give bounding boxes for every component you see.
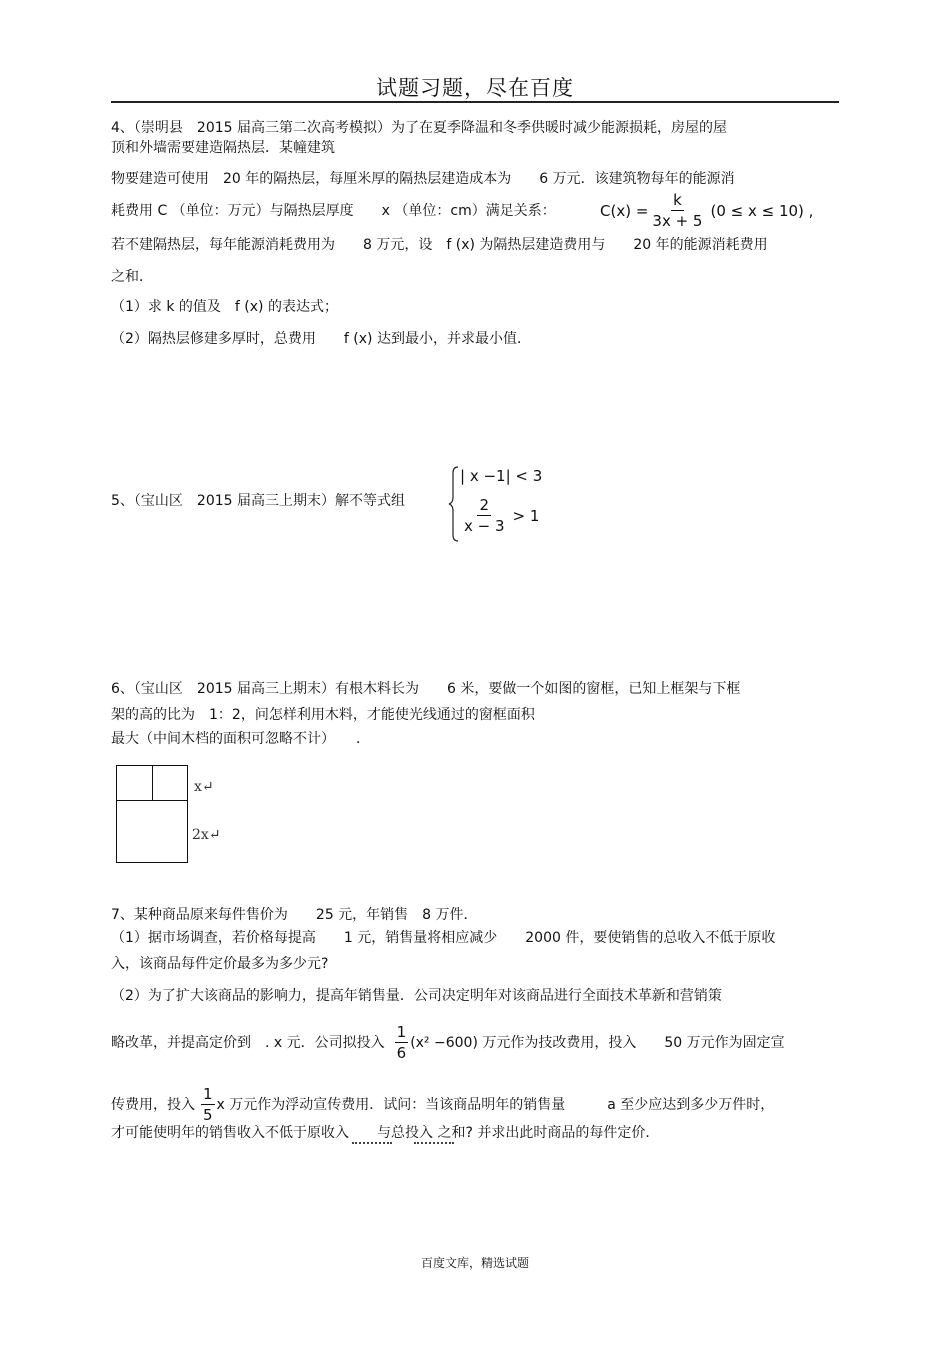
q6-line3: 最大（中间木档的面积可忽略不计） ． [111, 731, 370, 747]
page-title: 试题习题，尽在百度 [376, 76, 574, 100]
formula-domain: (0 ≤ x ≤ 10) , [710, 201, 814, 220]
q7-line2: （1）据市场调查，若价格每提高 1 元，销售量将相应减少 2000 件，要使销售的总收入不低于原收 [111, 930, 776, 946]
window-mullion [152, 765, 153, 801]
q6-line2: 架的高的比为 1：2，问怎样利用木料，才能使光线通过的窗框面积 [111, 707, 535, 723]
q7-line1: 7、某种商品原来每件售价为 25 元，年销售 8 万件． [111, 907, 478, 923]
q5-text: 5、（宝山区 2015 届高三上期末）解不等式组 [111, 493, 405, 509]
header-divider [111, 101, 839, 103]
q7-line5 [111, 1022, 785, 1063]
q7-line6-start: 传费用，投入 [111, 1096, 195, 1113]
q4-cost-formula [600, 190, 813, 231]
q5-inequality-1: | x −1| < 3 [460, 467, 543, 485]
q7-line5-end: (x² −600) 万元作为技改费用，投入 50 万元作为固定宣 [410, 1034, 785, 1051]
q7-frac2-den: 5 [203, 1106, 213, 1124]
q5-rhs: > 1 [512, 506, 540, 525]
formula-denominator: 3x + 5 [652, 212, 703, 230]
emphasis-dots-1 [352, 1142, 392, 1144]
label-top-height: x↵ [194, 779, 214, 795]
q4-sub2: （2）隔热层修建多厚时，总费用 f (x) 达到最小，并求最小值． [111, 331, 531, 347]
q7-line6 [111, 1084, 774, 1125]
q7-line7: 才可能使明年的销售收入不低于原收入 与总投入 之和? 并求出此时商品的每件定价． [111, 1125, 660, 1141]
page-footer: 百度文库，精选试题 [420, 1256, 529, 1270]
q4-line1: 4、（崇明县 2015 届高三第二次高考模拟）为了在夏季降温和冬季供暖时减少能源损耗，房屋的屋 [111, 120, 727, 136]
q5-fraction [462, 495, 507, 536]
q7-frac2-num: 1 [203, 1085, 213, 1103]
q6-line1: 6、（宝山区 2015 届高三上期末）有根木料长为 6 米，要做一个如图的窗框，已知上框架与下框 [111, 681, 741, 697]
formula-lhs: C(x) = [600, 201, 649, 220]
left-brace-icon [448, 465, 460, 543]
q5-denominator: x − 3 [464, 517, 505, 535]
q7-line6-end: x 万元作为浮动宣传费用．试问：当该商品明年的销售量 a 至少应达到多少万件时， [216, 1096, 775, 1113]
emphasis-dots-2 [414, 1142, 454, 1144]
q4-line5: 若不建隔热层，每年能源消耗费用为 8 万元，设 f (x) 为隔热层建造费用与 20 年的能源消耗费用 [111, 237, 768, 253]
formula-fraction [650, 190, 704, 231]
q7-fraction-1-5 [201, 1084, 215, 1125]
q4-line4: 耗费用 C （单位：万元）与隔热层厚度 x （单位：cm）满足关系： [111, 203, 556, 219]
q7-line4: （2）为了扩大该商品的影响力，提高年销售量．公司决定明年对该商品进行全面技术革新和营销策 [111, 988, 722, 1004]
q7-line5-start: 略改革，并提高定价到 . x 元．公司拟投入 [111, 1034, 385, 1051]
label-bottom-height: 2x↵ [192, 827, 221, 843]
q5-numerator: 2 [479, 496, 490, 514]
q7-line3: 入，该商品每件定价最多为多少元? [111, 956, 329, 972]
q7-frac1-den: 6 [396, 1044, 407, 1062]
q4-line3: 物要建造可使用 20 年的隔热层，每厘米厚的隔热层建造成本为 6 万元．该建筑物每年的能源消 [111, 171, 735, 187]
q4-line2: 顶和外墙需要建造隔热层．某幢建筑 [111, 140, 335, 156]
q7-fraction-1-6 [395, 1022, 409, 1063]
q4-sub1: （1）求 k 的值及 f (x) 的表达式； [111, 299, 338, 315]
q4-line6: 之和． [111, 269, 153, 285]
formula-numerator: k [673, 191, 682, 209]
q5-inequality-system [448, 465, 558, 545]
q5-inequality-2 [460, 495, 539, 536]
q7-frac1-num: 1 [396, 1023, 407, 1041]
